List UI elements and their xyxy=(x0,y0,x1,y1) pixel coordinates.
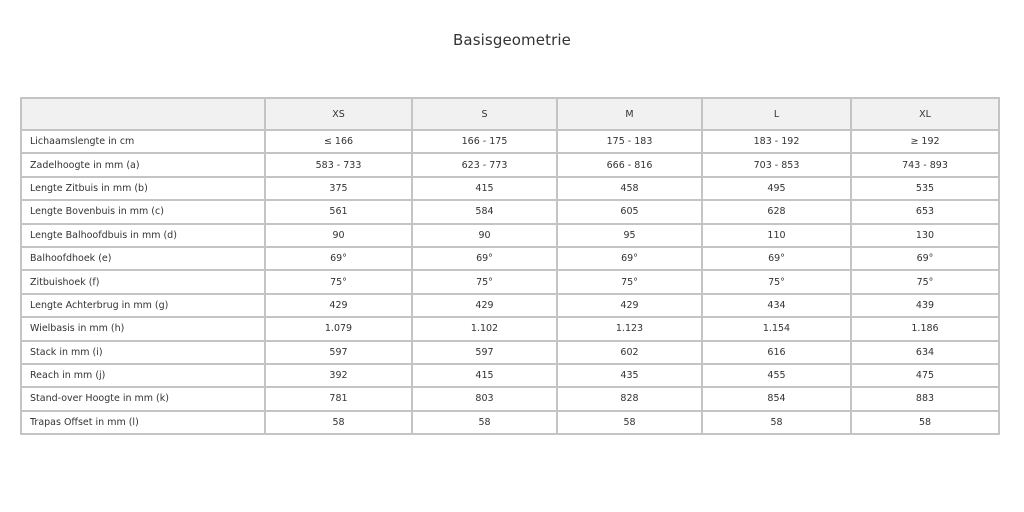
cell-xs: 69° xyxy=(265,247,412,270)
table-row xyxy=(21,270,999,293)
row-label: Zitbuishoek (f) xyxy=(21,270,265,293)
cell-xs: ≤ 166 xyxy=(265,130,412,153)
cell-xs: 429 xyxy=(265,294,412,317)
cell-s: 166 - 175 xyxy=(412,130,557,153)
cell-xs: 375 xyxy=(265,177,412,200)
cell-m: 666 - 816 xyxy=(557,153,702,176)
cell-s: 415 xyxy=(412,364,557,387)
table-row xyxy=(21,387,999,410)
cell-xl: 75° xyxy=(851,270,999,293)
cell-s: 803 xyxy=(412,387,557,410)
row-label: Zadelhoogte in mm (a) xyxy=(21,153,265,176)
cell-xs: 75° xyxy=(265,270,412,293)
cell-s: 90 xyxy=(412,224,557,247)
cell-m: 605 xyxy=(557,200,702,223)
table-row xyxy=(21,224,999,247)
cell-l: 58 xyxy=(702,411,851,434)
table-row xyxy=(21,200,999,223)
cell-l: 110 xyxy=(702,224,851,247)
cell-xl: 58 xyxy=(851,411,999,434)
cell-m: 175 - 183 xyxy=(557,130,702,153)
cell-xl: ≥ 192 xyxy=(851,130,999,153)
cell-l: 434 xyxy=(702,294,851,317)
cell-l: 1.154 xyxy=(702,317,851,340)
row-label: Lengte Achterbrug in mm (g) xyxy=(21,294,265,317)
cell-m: 828 xyxy=(557,387,702,410)
cell-xl: 439 xyxy=(851,294,999,317)
header-cell-empty xyxy=(21,98,265,130)
cell-l: 628 xyxy=(702,200,851,223)
cell-l: 69° xyxy=(702,247,851,270)
table-row xyxy=(21,294,999,317)
cell-xs: 561 xyxy=(265,200,412,223)
cell-xl: 130 xyxy=(851,224,999,247)
table-row xyxy=(21,317,999,340)
row-label: Lengte Zitbuis in mm (b) xyxy=(21,177,265,200)
cell-m: 602 xyxy=(557,341,702,364)
row-label: Stack in mm (i) xyxy=(21,341,265,364)
header-cell-l: L xyxy=(702,98,851,130)
cell-xl: 653 xyxy=(851,200,999,223)
cell-s: 75° xyxy=(412,270,557,293)
cell-s: 429 xyxy=(412,294,557,317)
geometry-table xyxy=(20,97,1000,435)
cell-m: 58 xyxy=(557,411,702,434)
row-label: Lichaamslengte in cm xyxy=(21,130,265,153)
row-label: Balhoofdhoek (e) xyxy=(21,247,265,270)
cell-m: 69° xyxy=(557,247,702,270)
cell-xs: 58 xyxy=(265,411,412,434)
table-row xyxy=(21,130,999,153)
table-body xyxy=(21,130,999,434)
cell-l: 703 - 853 xyxy=(702,153,851,176)
cell-m: 75° xyxy=(557,270,702,293)
cell-xl: 634 xyxy=(851,341,999,364)
cell-xl: 743 - 893 xyxy=(851,153,999,176)
cell-m: 458 xyxy=(557,177,702,200)
cell-xl: 1.186 xyxy=(851,317,999,340)
cell-xs: 1.079 xyxy=(265,317,412,340)
cell-s: 623 - 773 xyxy=(412,153,557,176)
cell-xs: 392 xyxy=(265,364,412,387)
cell-m: 435 xyxy=(557,364,702,387)
cell-s: 415 xyxy=(412,177,557,200)
cell-m: 1.123 xyxy=(557,317,702,340)
cell-xl: 883 xyxy=(851,387,999,410)
cell-s: 1.102 xyxy=(412,317,557,340)
page-title: Basisgeometrie xyxy=(453,31,571,49)
cell-s: 584 xyxy=(412,200,557,223)
cell-l: 616 xyxy=(702,341,851,364)
cell-s: 597 xyxy=(412,341,557,364)
row-label: Stand-over Hoogte in mm (k) xyxy=(21,387,265,410)
cell-m: 429 xyxy=(557,294,702,317)
cell-xl: 475 xyxy=(851,364,999,387)
header-cell-xs: XS xyxy=(265,98,412,130)
header-cell-m: M xyxy=(557,98,702,130)
cell-m: 95 xyxy=(557,224,702,247)
table-row xyxy=(21,247,999,270)
header-cell-s: S xyxy=(412,98,557,130)
cell-l: 75° xyxy=(702,270,851,293)
cell-xs: 781 xyxy=(265,387,412,410)
table-header-row xyxy=(21,98,999,130)
row-label: Lengte Balhoofdbuis in mm (d) xyxy=(21,224,265,247)
table-row xyxy=(21,411,999,434)
table-row xyxy=(21,153,999,176)
cell-s: 58 xyxy=(412,411,557,434)
table-row xyxy=(21,341,999,364)
table-row xyxy=(21,177,999,200)
cell-xs: 583 - 733 xyxy=(265,153,412,176)
cell-s: 69° xyxy=(412,247,557,270)
cell-l: 455 xyxy=(702,364,851,387)
cell-l: 183 - 192 xyxy=(702,130,851,153)
table-row xyxy=(21,364,999,387)
cell-l: 854 xyxy=(702,387,851,410)
row-label: Wielbasis in mm (h) xyxy=(21,317,265,340)
row-label: Reach in mm (j) xyxy=(21,364,265,387)
cell-l: 495 xyxy=(702,177,851,200)
cell-xl: 69° xyxy=(851,247,999,270)
row-label: Lengte Bovenbuis in mm (c) xyxy=(21,200,265,223)
cell-xs: 597 xyxy=(265,341,412,364)
header-cell-xl: XL xyxy=(851,98,999,130)
cell-xl: 535 xyxy=(851,177,999,200)
row-label: Trapas Offset in mm (l) xyxy=(21,411,265,434)
cell-xs: 90 xyxy=(265,224,412,247)
